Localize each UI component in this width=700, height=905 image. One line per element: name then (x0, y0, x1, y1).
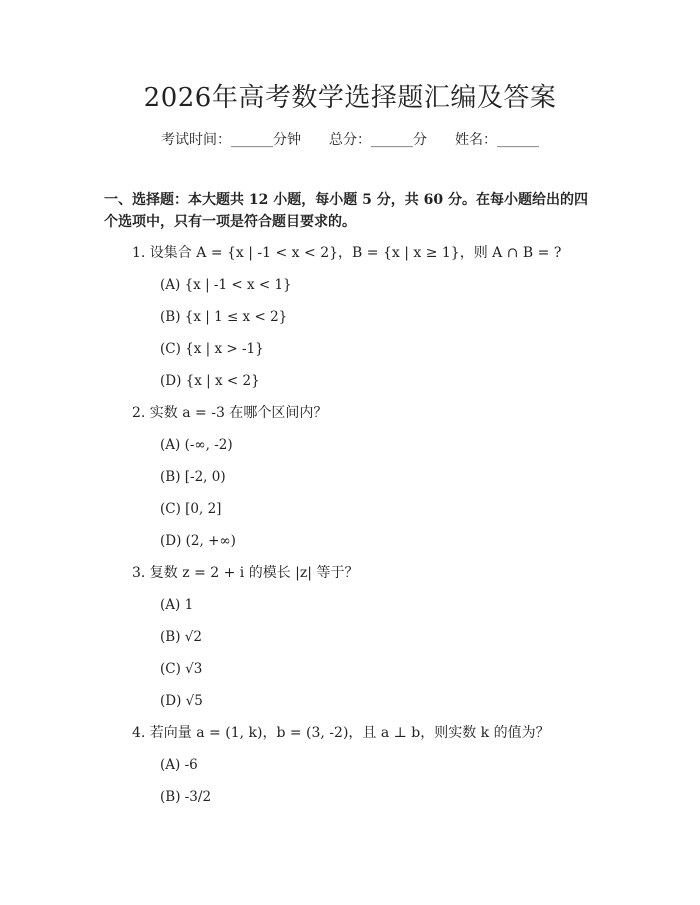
option-text: (D) {x | x < 2} (160, 373, 260, 389)
question-2-option-d (0, 530, 700, 562)
question-list (0, 242, 700, 818)
exam-info-line (0, 130, 700, 150)
option-text: (B) {x | 1 ≤ x < 2} (160, 309, 288, 325)
section-heading: 一、选择题：本大题共 12 小题，每小题 5 分，共 60 分。在每小题给出的四个选项中，只有一项是符合题目要求的。 (104, 192, 588, 230)
total-score-field: 总分：______分 (329, 132, 427, 148)
exam-time-field: 考试时间：______分钟 (161, 132, 301, 148)
option-text: (C) √3 (160, 661, 203, 677)
question-stem: 4. 若向量 a = (1, k)，b = (3, -2)，且 a ⊥ b，则实数 k 的值为？ (132, 725, 550, 741)
option-text: (A) {x | -1 < x < 1} (160, 277, 292, 293)
question-3-option-c (0, 658, 700, 690)
option-text: (A) 1 (160, 597, 194, 613)
question-2-option-a (0, 434, 700, 466)
question-3-option-b (0, 626, 700, 658)
question-1-option-d (0, 370, 700, 402)
option-text: (B) -3/2 (160, 789, 212, 805)
question-4 (0, 722, 700, 754)
option-text: (C) {x | x > -1} (160, 341, 264, 357)
option-text: (A) -6 (160, 757, 198, 773)
question-2-option-b (0, 466, 700, 498)
question-3 (0, 562, 700, 594)
question-1-option-b (0, 306, 700, 338)
question-1-option-a (0, 274, 700, 306)
question-stem: 1. 设集合 A = {x | -1 < x < 2}，B = {x | x ≥ 1}，则 A ∩ B = ? (132, 245, 562, 261)
question-4-option-b (0, 786, 700, 818)
page-title: 2026年高考数学选择题汇编及答案 (143, 83, 557, 113)
option-text: (D) √5 (160, 693, 203, 709)
option-text: (B) √2 (160, 629, 202, 645)
question-1 (0, 242, 700, 274)
question-stem: 2. 实数 a = -3 在哪个区间内？ (132, 405, 328, 421)
question-3-option-d (0, 690, 700, 722)
option-text: (A) (-∞, -2) (160, 437, 233, 453)
question-stem: 3. 复数 z = 2 + i 的模长 |z| 等于？ (132, 565, 359, 581)
question-2 (0, 402, 700, 434)
question-1-option-c (0, 338, 700, 370)
option-text: (C) [0, 2] (160, 501, 222, 517)
question-2-option-c (0, 498, 700, 530)
option-text: (B) [-2, 0) (160, 469, 226, 485)
question-3-option-a (0, 594, 700, 626)
question-4-option-a (0, 754, 700, 786)
name-field: 姓名：______ (455, 132, 539, 148)
option-text: (D) (2, +∞) (160, 533, 236, 549)
